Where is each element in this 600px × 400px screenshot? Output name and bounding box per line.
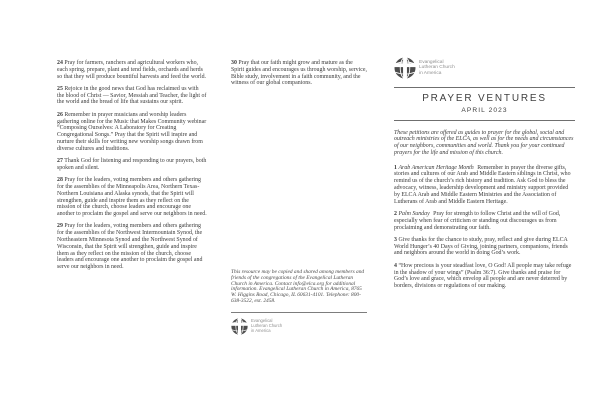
elca-wordmark-line1: Evangelical [419,59,444,65]
prayer-item-4 [394,263,575,290]
copyright-notice: This resource may be copied and shared among members and friends of the congregations of the Evangelical Lutheran Church in America. Contact info@elca.org for additional information. Evangelical Lutheran Church in America, 8765 W. Higgins Road, Chicago, IL 60631-4101. Telephone: 800-638-3522, ext. 2458. [231,269,365,304]
left-column [57,60,207,277]
item-text: Remember in prayer the diverse gifts, stories and cultures of our Arab and Middle Eastern siblings in Christ, who remind us of the church’s rich history and tradition. Ask God to bless the advocacy, witness, leadership development and ministry support provided by ELCA Arab and Middle Eastern Ministries and the Association of Lutherans of Arab and Middle Eastern Heritage. [394,164,571,205]
footer-divider [231,312,367,313]
elca-emblem-icon [231,318,248,335]
elca-wordmark-line1: Evangelical [251,318,273,324]
item-number: 3 [394,236,397,243]
masthead-rule-bottom [394,120,575,121]
item-text: Give thanks for the chance to study, pray, reflect and give during ELCA World Hunger’s 40 Days of Giving, joining partners, companions, friends and neighbors around the world in doing God’s work. [394,236,568,257]
item-number: 24 [57,60,63,66]
item-number: 27 [57,158,63,165]
item-text: Remember in prayer musicians and worship leaders gathering online for the Music that Makes Community webinar “Composing Ourselves: A Laboratory for Creating Congregational Songs.” Pray that the Spirit will inspire and nurture their skills for writing new worship songs drawn from diverse cultures and traditions. [57,111,207,152]
prayer-item-3 [394,237,575,257]
elca-logo-block-footer [231,318,367,335]
prayer-item-27 [57,158,207,172]
middle-column [231,60,367,93]
item-number: 25 [57,85,63,92]
item-number: 30 [231,60,237,66]
prayer-item-26 [57,112,207,153]
prayer-item-25 [57,86,207,106]
prayer-item-2 [394,211,575,231]
item-text: Pray for the leaders, voting members and others gathering for the assemblies of the Minneapolis Area, Northern Texas-Northern Louisiana and Alaska synods, that the Spirit will strengthen, guide and inspire them as they reflect on the mission of the church, choose leaders and encourage one another to proclaim the gospel and serve our neighbors in need. [57,177,207,218]
item-heading: Palm Sunday [398,210,430,217]
cover-column [394,57,575,295]
elca-wordmark-line3: in America [251,327,271,333]
item-text: Rejoice in the good news that God has reclaimed us with the blood of Christ — Savior, Messiah and Teacher, the light of the world and the bread of life that sustains our spirit. [57,85,207,106]
item-number: 29 [57,223,63,230]
prayer-item-24 [57,60,207,80]
document-subtitle: APRIL 2023 [461,106,508,114]
elca-wordmark-line2: Lutheran Church [251,322,283,328]
item-text: Pray for farmers, ranchers and agricultural workers who, each spring, prepare, plant and tend fields, orchards and herds so that they will produce bountiful harvests and feed the world. [57,60,207,80]
document-title: PRAYER VENTURES [422,93,547,104]
middle-column-footer [231,270,367,335]
item-text: Pray for strength to follow Christ and the will of God, especially when fear of criticism or standing out discourages us from proclaiming and demonstrating our faith. [394,210,561,231]
masthead [394,87,575,121]
item-number: 2 [394,210,397,217]
item-number: 1 [394,164,397,171]
item-number: 28 [57,177,63,184]
elca-wordmark [251,319,282,333]
item-text: Pray that our faith might grow and mature as the Spirit guides and encourages us through worship, service, Bible study, involvement in a faith community, and the witness of our global companions. [231,60,367,87]
item-text: Pray for the leaders, voting members and others gathering for the assemblies of the Northwest Intermountain Synod, the Northeastern Minnesota Synod and the Northwest Synod of Wisconsin, that the Spirit will strengthen, guide and inspire them as they reflect on the mission of the church, choose leaders and encourage one another to proclaim the gospel and serve our neighbors in need. [57,223,203,271]
elca-logo-block-cover [394,57,575,79]
elca-wordmark [419,60,455,76]
elca-wordmark-line2: Lutheran Church [419,65,455,71]
item-text: “How precious is your steadfast love, O God! All people may take refuge in the shadow of your wings” (Psalm 36:7). Give thanks and praise for God’s love and grace, which envelop all people and are never deterred by borders, divisions or regulations of our making. [394,262,572,290]
item-heading: Arab American Heritage Month [398,164,474,171]
item-number: 26 [57,111,63,118]
elca-emblem-icon [394,57,416,79]
elca-wordmark-line3: in America [419,70,442,76]
item-number: 4 [394,262,397,269]
prayer-item-28 [57,177,207,218]
prayer-item-29 [57,223,207,271]
item-text: Thank God for listening and responding to our prayers, both spoken and silent. [57,158,207,171]
prayer-item-1 [394,165,575,206]
prayer-item-30 [231,60,367,87]
intro-paragraph: These petitions are offered as guides to prayer for the global, social and outreach ministries of the ELCA, as well as for the needs and circumstances of our neighbors, communities and world. Thank you for your continued prayers for the life and mission of this church. [394,129,574,156]
